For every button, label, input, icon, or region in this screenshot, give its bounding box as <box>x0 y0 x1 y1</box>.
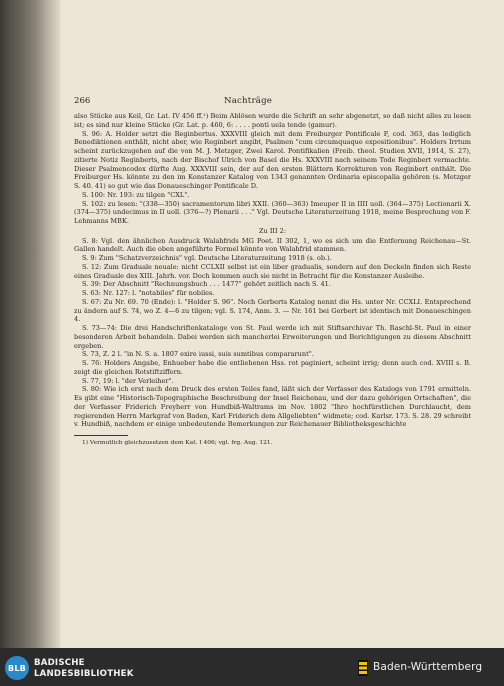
page-header <box>74 96 471 110</box>
paragraph: S. 9: Zum "Schatzverzeichnis" vgl. Deutsche Literaturzeitung 1918 (s. ob.). <box>82 254 332 262</box>
page-content <box>74 96 471 447</box>
paragraph: also Stücke aus Keil, Gr. Lat. IV 456 ff.¹) Beim Ablösen wurde die Schrift an sehr abgenetzt, so daß nicht alles zu lesen ist; es sind nur kleine Stücke (Gr. Lat. p. 460, 6: . . . . ponti uela tende (gamur). <box>74 112 471 129</box>
paragraph: S. 96: A. Holder setzt die Reginbertus. XXXVIII gleich mit dem Freiburger Pontificale F, cod. 363, das lediglich Benediktionen enthält, nicht aber, wie Reginbert angibt, Psalmen "cum circumquaque expositionibus". Holders Irrtum scheint zurückzugehen auf die von M. J. Metzger, Zwei Karol. Pontifikalien (Freib. theol. Studien XVII, 1914, S. 27), zitierte Notiz Reginberts, nach der Bischof Ulrich von Basel die Hs. XXXVIII nach seinem Tode Reginbert vermachte. Dieser Psalmencodex dürfte Aug. XXXVIII sein, der auf den ersten Blättern Korrekturen von Reginbert enthält. Die Freiburger Hs. könnte zu den im Konstanzer Katalog von 1343 genannten Ordinaria episcopalia gehören (s. Metzger S. 40. 41) so gut wie das Donaueschinger Pontificale D. <box>74 129 471 190</box>
paragraph: S. 77, 19: l. "der Verleiher". <box>82 376 174 385</box>
paragraph: S. 12: Zum Graduale neuale: nicht CCLXII selbst ist ein liber gradualis, sondern auf den Deckeln finden sich Reste eines Graduale des XIII. Jahrh. vor. Doch kommen auch sie nicht in Betracht für die Konstanzer Ausleihe. <box>74 262 471 280</box>
page-number: 266 <box>74 96 91 106</box>
footnote-rule <box>74 435 128 436</box>
paragraph: S. 100: Nr. 193: zu tilgen "CXL". <box>82 190 190 199</box>
book-page <box>60 0 504 648</box>
paragraph: S. 39: Der Abschnitt "Rechnungsbuch . . . 1477" gehört zeitlich nach S. 41. <box>82 280 331 289</box>
library-name[interactable] <box>34 658 134 679</box>
paragraph: S. 67: Zu Nr. 69. 70 (Ende): l. "Holder S. 96". Noch Gerberts Katalog nennt die Hs. unter Nr. CCXLI. Entsprechend zu ändern auf S. 74, wo Z. 4—6 zu tilgen; vgl. S. 174, Anm. 3. — Nr. 161 bei Gerbert ist identisch mit Donaueschingen 4. <box>74 297 471 324</box>
bw-lion-icon[interactable] <box>358 660 368 676</box>
paragraph: S. 80: Wie ich erst nach dem Druck des ersten Teiles fand, läßt sich der Verfasser des Katalogs von 1791 ermitteln. Es gibt eine "Historisch-Topographische Beschreibung der Insel Reichenau, und der dazu gehörigen Ortschaften", die der Verfasser Friderich Freyherr von Hundbiß-Waltrams im Nov. 1802 "Ihro hochfürstlichen Durchlaucht, dem regierenden Herrn Markgraf von Baden, Karl Friderich dem Allgeliebten" widmete; cod. Karlsr. 173. S. 28. 29 schreibt v. Hundbiß, nachdem er einige unbedeutende Bemerkungen zur Reichenauer Bibliotheksgeschichte <box>74 385 471 429</box>
paragraph: S. 102: zu lesen: "(338—350) sacramentorum libri XXII. (360—363) Imeuper II in IIII uoll. (364—375) Lectionarii X. (374—375) undecimus in II uoll. (376—?) Plenarii . . ." Vgl. Deutsche Literaturzeitung 1918, meine Besprechung von F. Lehmanns MBK. <box>74 199 471 225</box>
section-heading: Zu III 2: <box>258 226 287 235</box>
blb-logo-icon[interactable]: BLB <box>5 656 29 680</box>
library-name-line1: BADISCHE <box>34 658 85 668</box>
paragraph: S. 8: Vgl. den ähnlichen Ausdruck Walahfrids MG Poet. II 302, 1, wo es sich um die Entfernung Reichenau—St. Gallen handelt. Auch die oben angeführte Formel könnte von Walahfrid stammen. <box>74 236 471 254</box>
paragraph: S. 63: Nr. 127: l. "notabiles" für nobiles. <box>82 289 215 297</box>
state-name[interactable]: Baden-Württemberg <box>373 661 483 673</box>
page-body <box>74 112 471 447</box>
paragraph: S. 76: Holders Angabe, Enhueber habe die entliehenen Hss. rot paginiert, scheint irrig; denn auch cod. XVIII s. B. zeigt die gleichen Rotstiftziffern. <box>74 359 471 376</box>
paragraph: S. 73, Z. 2 l. "in N. S. a. 1807 exire iussi, suis sumtibus compararunt". <box>82 350 314 359</box>
footnote: 1) Vermutlich gleichzusetzen dem Kat. I 406; vgl. frg. Aug. 121. <box>82 440 273 446</box>
library-name-line2: LANDESBIBLIOTHEK <box>34 668 134 679</box>
running-title: Nachträge <box>224 96 273 106</box>
paragraph: S. 73—74: Die drei Handschriftenkataloge von St. Paul werde ich mit Stiftsarchivar Th. Raschl-St. Paul in einer besonderen Arbeit behandeln. Dabei werden sich mancherlei Erweiterungen und Berichtigungen zu diesem Abschnitt ergeben. <box>74 324 471 350</box>
